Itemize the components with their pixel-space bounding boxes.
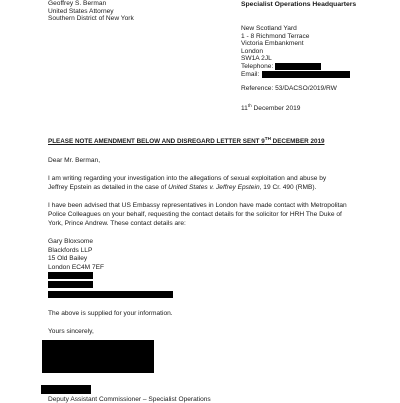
redacted-signature xyxy=(42,340,154,373)
contact-line: 15 Old Bailey xyxy=(48,255,88,262)
redacted-email xyxy=(262,71,350,78)
recipient-office: Southern District of New York xyxy=(48,15,134,22)
redacted-telephone xyxy=(275,63,321,70)
sender-unit: Specialist Operations Headquarters xyxy=(241,1,357,8)
paragraph-2-line: York, Prince Andrew. These contact details are: xyxy=(48,220,186,227)
redacted-signatory-name xyxy=(41,385,91,394)
amendment-heading: PLEASE NOTE AMENDMENT BELOW AND DISREGARD LETTER SENT 9TH DECEMBER 2019 xyxy=(48,135,325,145)
letter-date: 11th December 2019 xyxy=(241,102,301,112)
redacted-contact-line xyxy=(48,281,93,288)
paragraph-2-line: Police Colleagues on your behalf, requesting the contact details for the solicitor for HRH The Duke of xyxy=(48,211,342,218)
signatory-title: Deputy Assistant Commissioner – Specialist Operations xyxy=(48,396,211,403)
email-label: Email: xyxy=(241,71,260,78)
redacted-contact-line xyxy=(48,272,93,279)
contact-line: London EC4M 7EF xyxy=(48,263,105,271)
sender-address-line: SW1A 2JL xyxy=(241,55,272,62)
reference: Reference: 53/DACSO/2019/RW xyxy=(241,85,337,92)
sender-address-line: London xyxy=(241,47,264,55)
redacted-contact-line xyxy=(48,291,173,299)
salutation: Dear Mr. Berman, xyxy=(48,157,101,164)
paragraph-1-line: Jeffrey Epstein as detailed in the case of United States v. Jeffrey Epstein, 19 Cr. 490 (RMB). xyxy=(48,184,317,191)
recipient-name: Geoffrey S. Berman xyxy=(48,0,107,7)
sender-address-line: 1 - 8 Richmond Terrace xyxy=(241,32,310,40)
paragraph-1-line: I am writing regarding your investigation into the allegations of sexual exploitation and abuse by xyxy=(48,175,327,182)
contact-line: Gary Bloxsome xyxy=(48,238,94,245)
sender-address-line: Victoria Embankment xyxy=(241,40,304,47)
contact-line: Blackfords LLP xyxy=(48,246,93,254)
sender-address-line: New Scotland Yard xyxy=(241,25,297,32)
telephone-label: Telephone: xyxy=(241,62,274,70)
supplied-note: The above is supplied for your information. xyxy=(48,310,173,317)
case-name: United States v. Jeffrey Epstein xyxy=(168,184,260,191)
paragraph-2-line: I have been advised that US Embassy representatives in London have made contact with Metropolitan xyxy=(48,202,347,209)
recipient-title: United States Attorney xyxy=(48,7,114,15)
closing: Yours sincerely, xyxy=(48,328,94,335)
